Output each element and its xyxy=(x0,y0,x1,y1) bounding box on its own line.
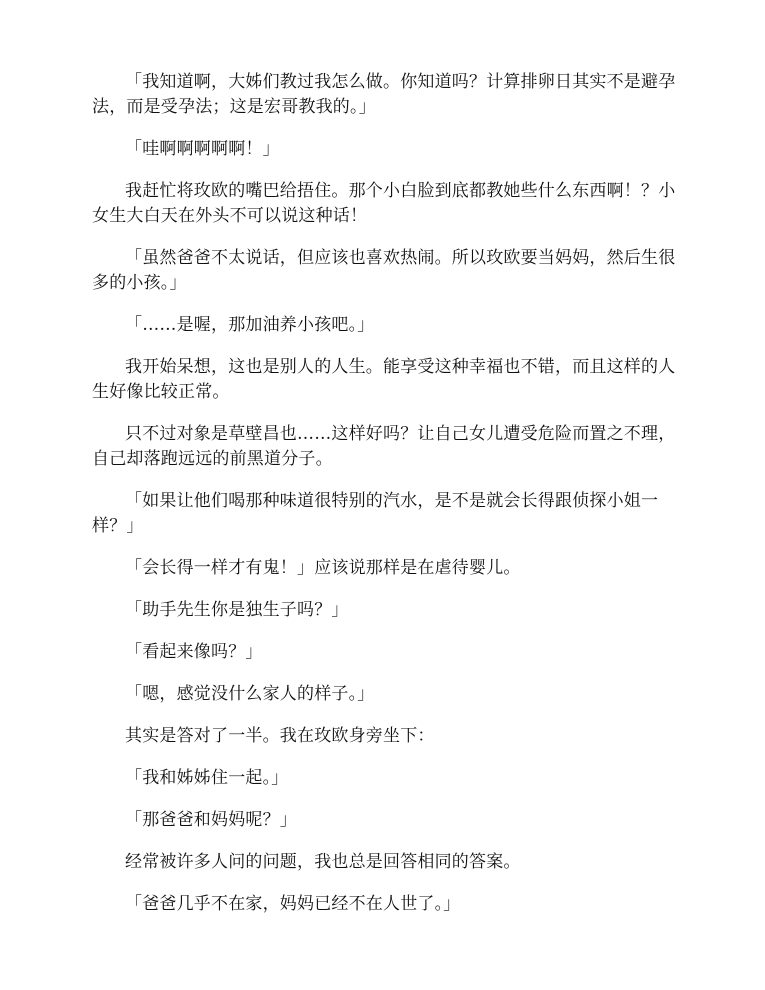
paragraph-7: 只不过对象是草壁昌也……这样好吗？让自己女儿遭受危险而置之不理，自己却落跑远远的前黑道分子。 xyxy=(92,424,676,469)
paragraph-8: 「如果让他们喝那种味道很特别的汽水，是不是就会长得跟侦探小姐一样？」 xyxy=(92,491,659,536)
paragraph-17: 「爸爸几乎不在家，妈妈已经不在人世了。」 xyxy=(125,894,461,914)
paragraph-11: 「看起来像吗？」 xyxy=(125,642,263,662)
document-page xyxy=(92,70,676,934)
paragraph-13: 其实是答对了一半。我在玫欧身旁坐下： xyxy=(125,726,435,746)
paragraph-6: 我开始呆想，这也是别人的人生。能享受这种幸福也不错，而且这样的人生好像比较正常。 xyxy=(92,357,676,402)
paragraph-9: 「会长得一样才有鬼！」应该说那样是在虐待婴儿。 xyxy=(125,558,521,578)
paragraph-16: 经常被许多人问的问题，我也总是回答相同的答案。 xyxy=(125,852,521,872)
paragraph-14: 「我和姊姊住一起。」 xyxy=(125,768,289,788)
paragraph-3: 我赶忙将玫欧的嘴巴给捂住。那个小白脸到底都教她些什么东西啊！？小女生大白天在外头不可以说这种话！ xyxy=(92,181,676,226)
paragraph-15: 「那爸爸和妈妈呢？」 xyxy=(125,810,297,830)
paragraph-12: 「嗯，感觉没什么家人的样子。」 xyxy=(125,684,375,704)
paragraph-4: 「虽然爸爸不太说话，但应该也喜欢热闹。所以玫欧要当妈妈，然后生很多的小孩。」 xyxy=(92,248,676,293)
paragraph-2: 「哇啊啊啊啊啊！」 xyxy=(125,139,280,159)
paragraph-10: 「助手先生你是独生子吗？」 xyxy=(125,600,349,620)
paragraph-5: 「……是喔，那加油养小孩吧。」 xyxy=(125,315,375,335)
paragraph-1: 「我知道啊，大姊们教过我怎么做。你知道吗？计算排卵日其实不是避孕法，而是受孕法；这是宏哥教我的。」 xyxy=(92,72,676,117)
